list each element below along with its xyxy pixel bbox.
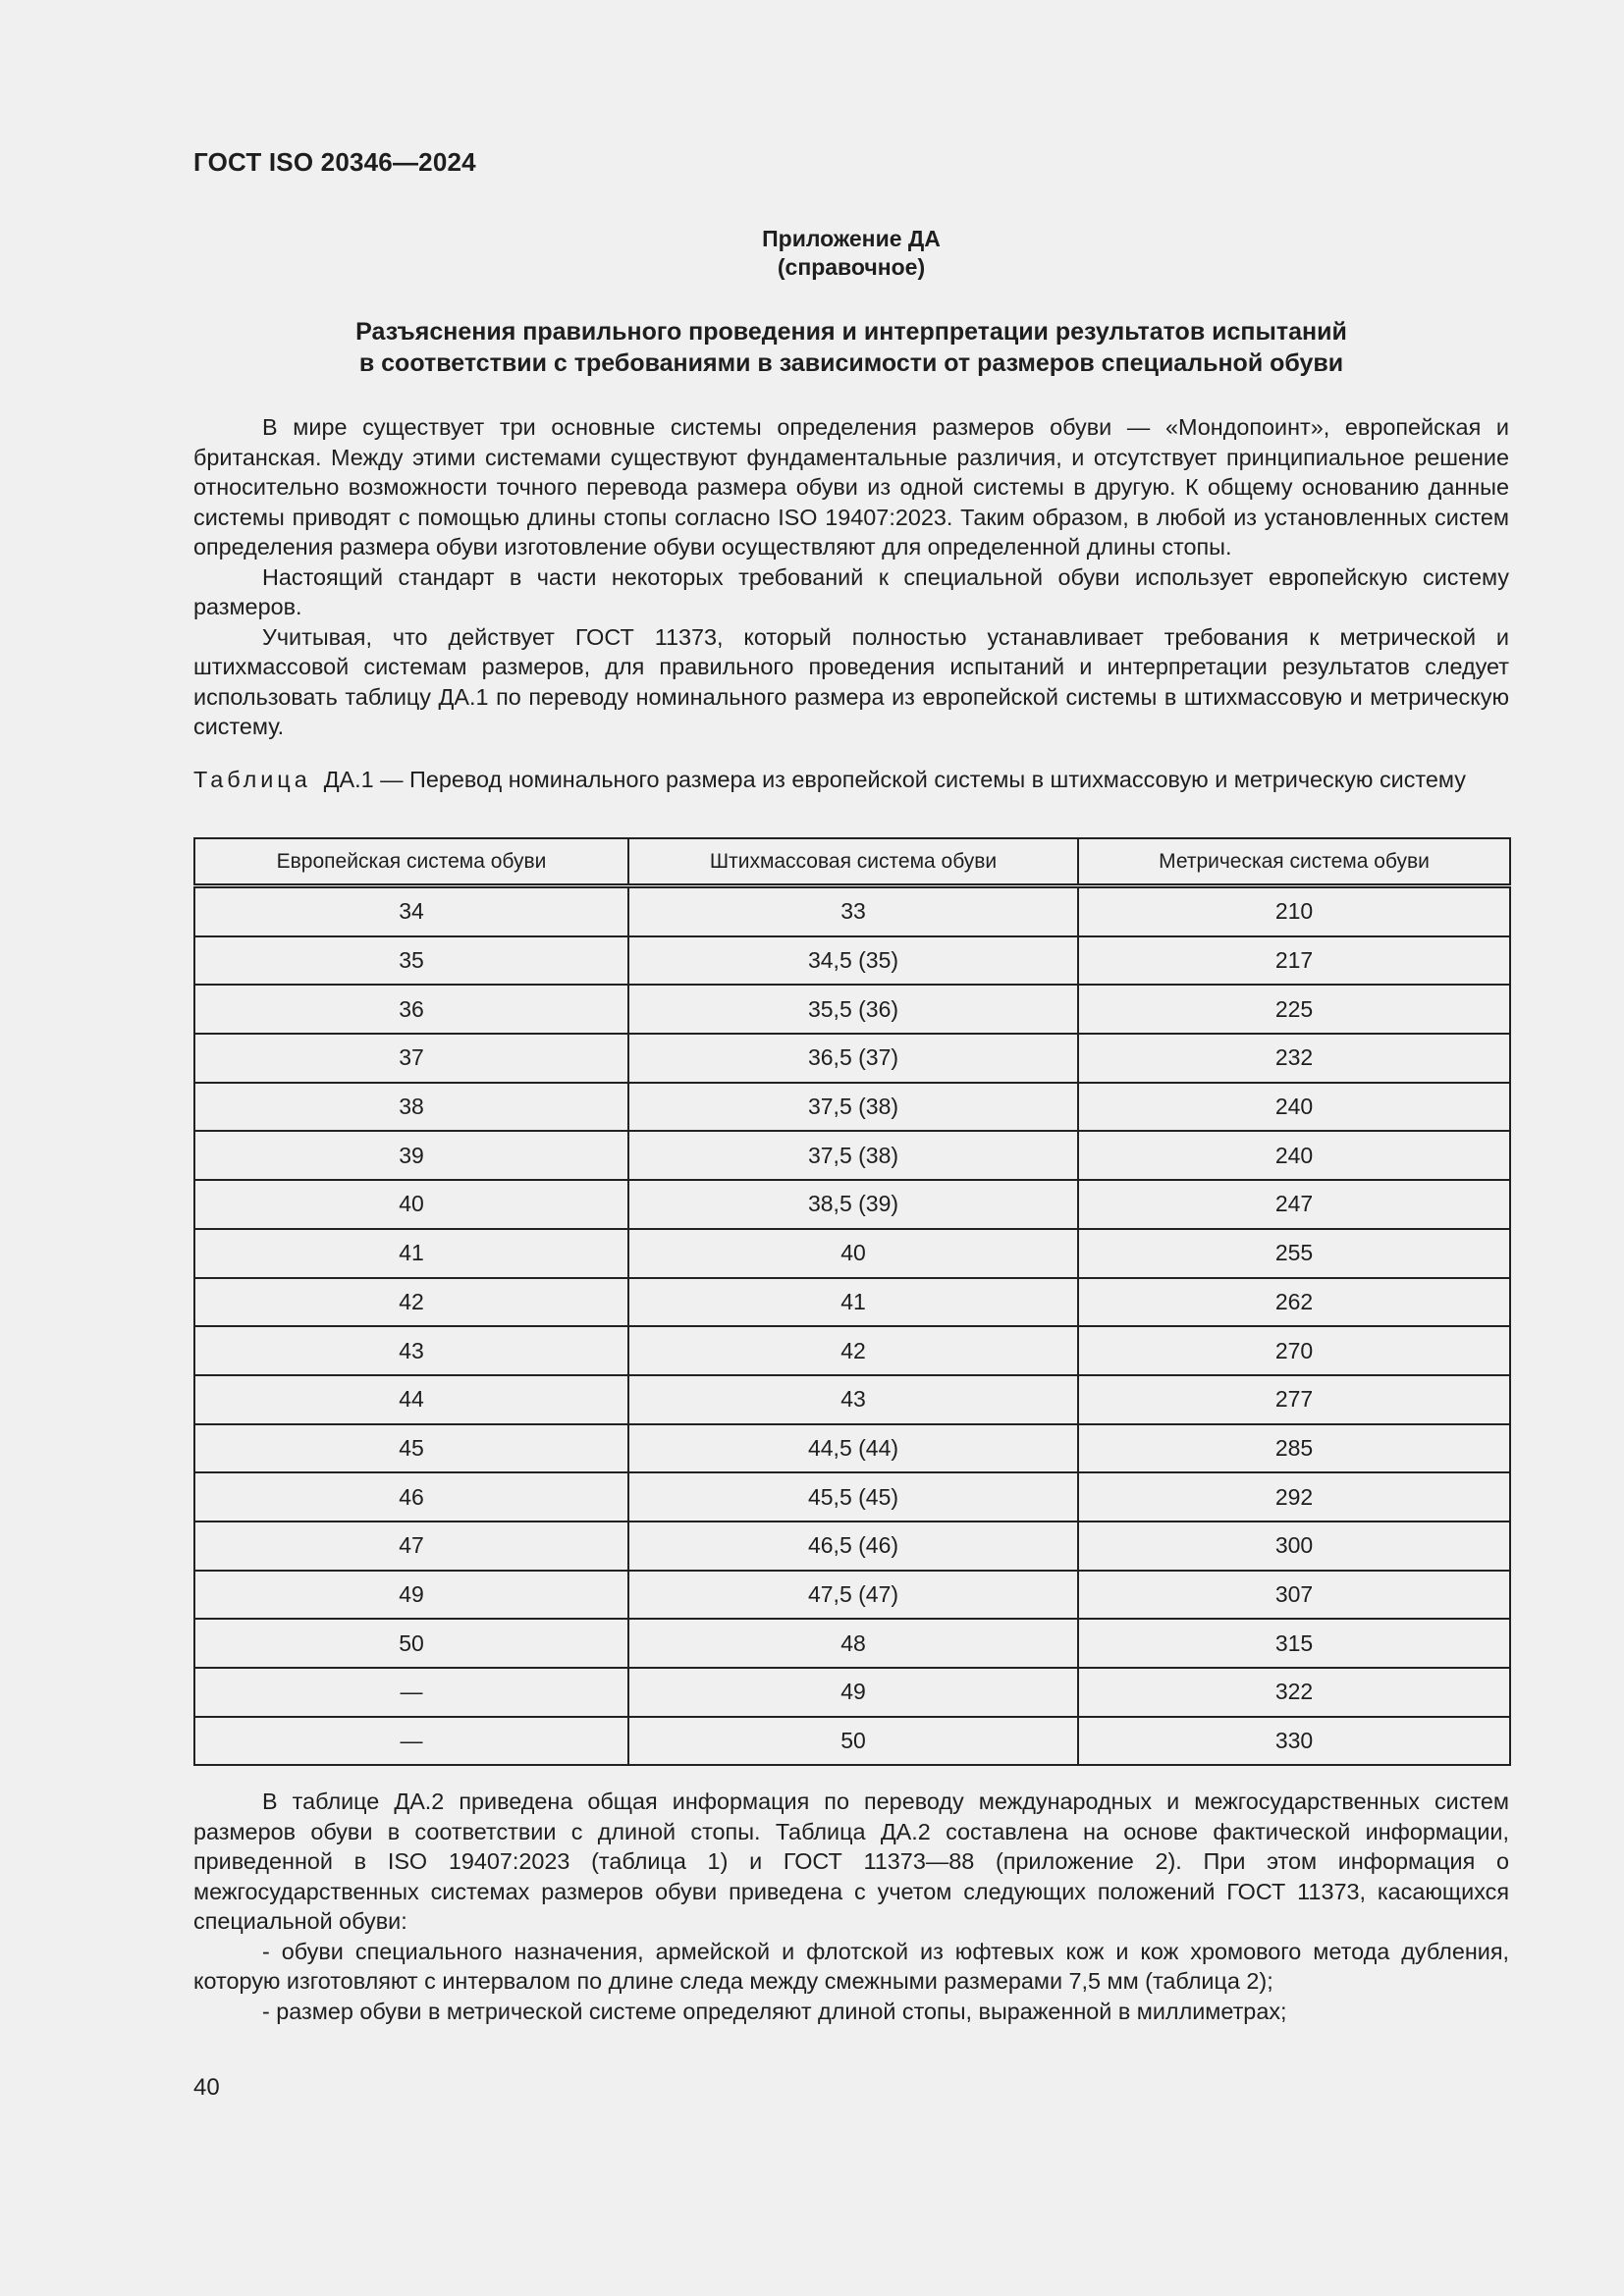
intro-text [193,412,1509,742]
cell-european: 47 [194,1522,628,1571]
cell-shtikhmass: 45,5 (45) [628,1472,1078,1522]
cell-european: 39 [194,1131,628,1180]
cell-metric: 307 [1078,1571,1510,1620]
cell-shtikhmass: 42 [628,1326,1078,1375]
cell-shtikhmass: 41 [628,1278,1078,1327]
cell-metric: 210 [1078,886,1510,936]
table-header-row [194,838,1510,886]
table-body [194,886,1510,1766]
cell-shtikhmass: 33 [628,886,1078,936]
table-row [194,936,1510,986]
cell-shtikhmass: 37,5 (38) [628,1083,1078,1132]
cell-shtikhmass: 40 [628,1229,1078,1278]
cell-european: 43 [194,1326,628,1375]
closing-text [193,1787,1509,2026]
cell-european: 38 [194,1083,628,1132]
cell-european: 37 [194,1034,628,1083]
intro-paragraph-3: Учитывая, что действует ГОСТ 11373, который полностью устанавливает требования к метрической и штихмассовой системам размеров, для правильного проведения испытаний и интерпретации результатов следует использовать таблицу ДА.1 по переводу номинального размера из европейской системы в штихмассовую и метрическую систему. [193,623,1509,739]
cell-metric: 240 [1078,1083,1510,1132]
cell-european: 36 [194,985,628,1034]
cell-metric: 247 [1078,1180,1510,1229]
header-metric: Метрическая система обуви [1078,838,1510,886]
table-row [194,1131,1510,1180]
cell-metric: 322 [1078,1668,1510,1717]
annex-title-line1: Разъяснения правильного проведения и интерпретации результатов испытаний [355,318,1347,346]
list-item: - размер обуви в метрической системе определяют длиной стопы, выраженной в миллиметрах; [262,1998,1287,2024]
cell-european: 40 [194,1180,628,1229]
cell-metric: 300 [1078,1522,1510,1571]
table-row [194,1180,1510,1229]
cell-shtikhmass: 43 [628,1375,1078,1424]
cell-shtikhmass: 44,5 (44) [628,1424,1078,1473]
table-row [194,1522,1510,1571]
cell-shtikhmass: 49 [628,1668,1078,1717]
cell-european: — [194,1668,628,1717]
table-caption-word: Таблица [193,767,311,792]
table-row [194,1278,1510,1327]
header-european: Европейская система обуви [194,838,628,886]
size-conversion-table [193,837,1511,1766]
cell-shtikhmass: 47,5 (47) [628,1571,1078,1620]
list-item: - обуви специального назначения, армейской и флотской из юфтевых кож и кож хромового метода дубления, которую изготовляют с интервалом по длине следа между смежными размерами 7,5 мм (таблица 2); [193,1938,1509,1994]
annex-title-line2: в соответствии с требованиями в зависимости от размеров специальной обуви [358,349,1344,377]
table-row [194,1717,1510,1766]
intro-paragraph-1: В мире существует три основные системы определения размеров обуви — «Мондопоинт», европейская и британская. Между этими системами существуют фундаментальные различия, и отсутствует принципиальное решение относительно возможности точного перевода размера обуви из одной системы в другую. К общему основанию данные системы приводят с помощью длины стопы согласно ISO 19407:2023. Таким образом, в любой из установленных систем определения размера обуви изготовление обуви осуществляют для определенной длины стопы. [193,414,1509,560]
cell-shtikhmass: 34,5 (35) [628,936,1078,986]
table-row [194,1034,1510,1083]
cell-metric: 315 [1078,1619,1510,1668]
cell-metric: 262 [1078,1278,1510,1327]
cell-metric: 277 [1078,1375,1510,1424]
cell-metric: 270 [1078,1326,1510,1375]
table-row [194,886,1510,936]
cell-european: 45 [194,1424,628,1473]
cell-metric: 225 [1078,985,1510,1034]
cell-european: 35 [194,936,628,986]
cell-shtikhmass: 50 [628,1717,1078,1766]
table-row [194,985,1510,1034]
intro-paragraph-2: Настоящий стандарт в части некоторых требований к специальной обуви использует европейскую систему размеров. [193,563,1509,619]
table-row [194,1326,1510,1375]
cell-european: 50 [194,1619,628,1668]
table-caption [193,765,1509,794]
table-row [194,1571,1510,1620]
cell-shtikhmass: 38,5 (39) [628,1180,1078,1229]
cell-metric: 255 [1078,1229,1510,1278]
cell-european: 42 [194,1278,628,1327]
cell-metric: 240 [1078,1131,1510,1180]
table-row [194,1083,1510,1132]
table-row [194,1668,1510,1717]
table-row [194,1472,1510,1522]
cell-european: 34 [194,886,628,936]
cell-metric: 232 [1078,1034,1510,1083]
page-number: 40 [193,2074,220,2101]
cell-european: 46 [194,1472,628,1522]
cell-european: — [194,1717,628,1766]
table-row [194,1229,1510,1278]
cell-shtikhmass: 48 [628,1619,1078,1668]
table-row [194,1375,1510,1424]
annex-kind: (справочное) [777,254,926,280]
cell-metric: 217 [1078,936,1510,986]
cell-shtikhmass: 36,5 (37) [628,1034,1078,1083]
cell-european: 41 [194,1229,628,1278]
cell-european: 49 [194,1571,628,1620]
table-caption-text: ДА.1 — Перевод номинального размера из европейской системы в штихмассовую и метрическую систему [323,767,1466,792]
table-row [194,1619,1510,1668]
cell-shtikhmass: 35,5 (36) [628,985,1078,1034]
cell-shtikhmass: 37,5 (38) [628,1131,1078,1180]
cell-metric: 330 [1078,1717,1510,1766]
cell-metric: 292 [1078,1472,1510,1522]
table-row [194,1424,1510,1473]
document-code: ГОСТ ISO 20346—2024 [193,147,476,177]
header-shtikhmass: Штихмассовая система обуви [628,838,1078,886]
annex-title [193,316,1509,379]
cell-european: 44 [194,1375,628,1424]
cell-shtikhmass: 46,5 (46) [628,1522,1078,1571]
annex-label: Приложение ДА [762,226,941,251]
annex-heading [193,225,1509,282]
cell-metric: 285 [1078,1424,1510,1473]
closing-paragraph: В таблице ДА.2 приведена общая информация по переводу международных и межгосударственных систем размеров обуви в соответствии с длиной стопы. Таблица ДА.2 составлена на основе фактической информации, приведенной в ISO 19407:2023 (таблица 1) и ГОСТ 11373—88 (приложение 2). При этом информация о межгосударственных системах размеров обуви приведена с учетом следующих положений ГОСТ 11373, касающихся специальной обуви: [193,1789,1509,1934]
